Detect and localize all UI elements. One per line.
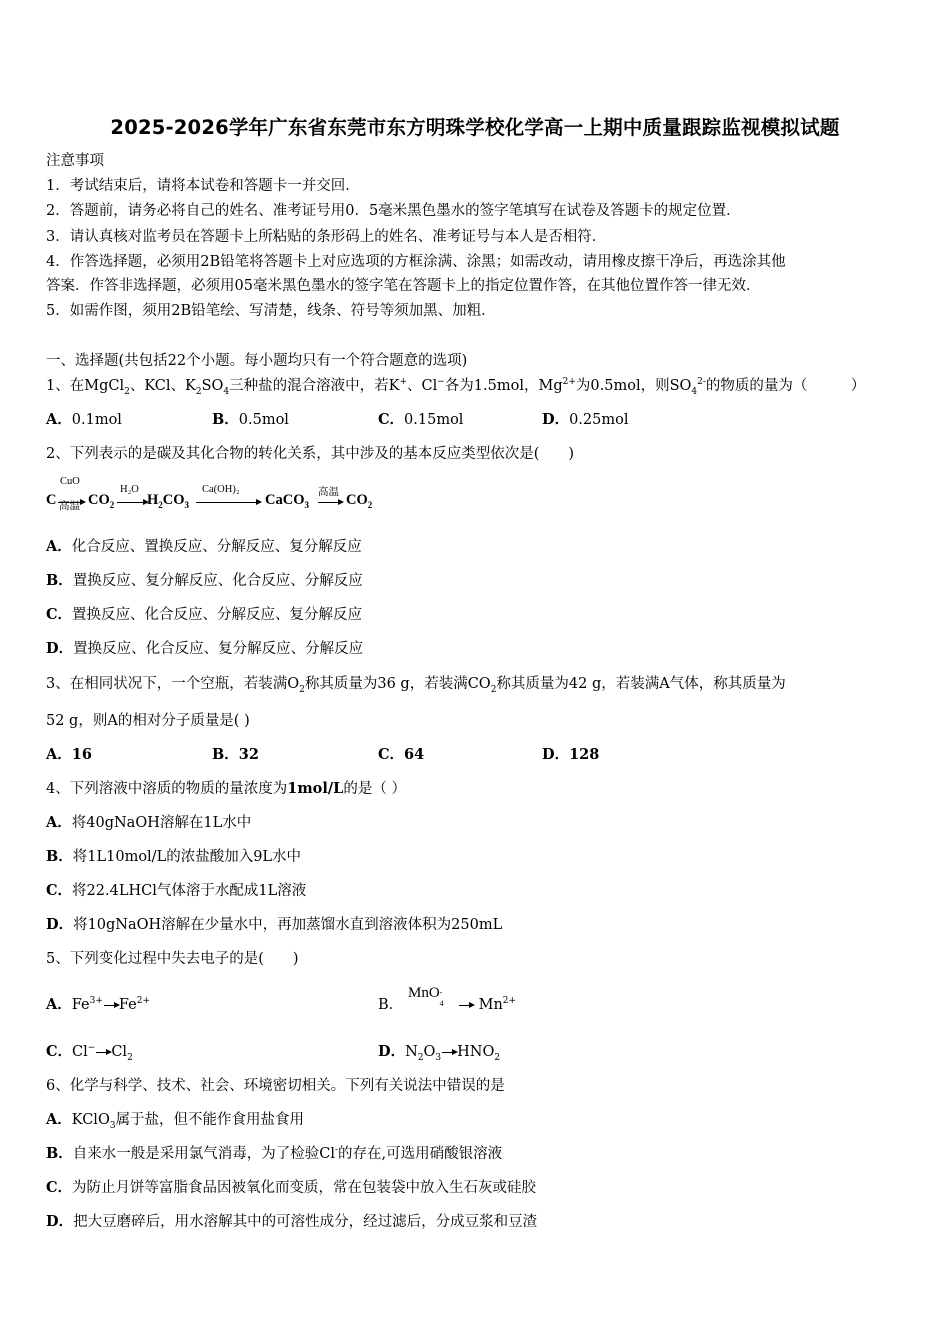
- q3-option-a: A．16: [46, 746, 92, 763]
- q6-option-a: A．KClO$_3$属于盐，但不能作食用盐食用: [46, 1111, 305, 1131]
- q1-option-d: D．0.25mol: [542, 411, 629, 428]
- q5-option-d: D．$N_2O_3$ $HNO_2$: [378, 1043, 501, 1063]
- notice-line-4: 4．作答选择题，必须用2B铅笔将答题卡上对应选项的方框涂满、涂黑；如需改动，请用橡皮擦干净后，再选涂其他: [46, 254, 786, 270]
- arrow-icon: [96, 1052, 110, 1053]
- q5-option-b-mno4: MnO - 4: [408, 985, 444, 1008]
- notice-heading: 注意事项: [46, 153, 104, 169]
- question-3-stem-line1: 3、在相同状况下，一个空瓶，若装满$O_2$称其质量为36 g，若装满$CO_2$称其质量为42 g，若装满A气体，称其质量为: [46, 676, 786, 695]
- arrow-icon: [442, 1052, 456, 1053]
- arrow-icon: [459, 1005, 473, 1006]
- q2-option-c: C．置换反应、化合反应、分解反应、复分解反应: [46, 606, 363, 623]
- q4-option-c: C．将22.4LHCl气体溶于水配成1L溶液: [46, 882, 307, 899]
- q5-option-c: C．Cl− $Cl_2$: [46, 1043, 133, 1063]
- section-heading: 一、选择题(共包括22个小题。每小题均只有一个符合题意的选项): [46, 353, 468, 369]
- q6-option-c: C．为防止月饼等富脂食品因被氧化而变质，常在包装袋中放入生石灰或硅胶: [46, 1179, 537, 1196]
- q1-option-c: C．0.15mol: [378, 411, 464, 428]
- page-title: 2025-2026学年广东省东莞市东方明珠学校化学高一上期中质量跟踪监视模拟试题: [110, 116, 840, 139]
- q1-option-b: B．0.5mol: [212, 411, 289, 428]
- cond1-top: CuO: [60, 476, 80, 487]
- question-1-stem: 1、在MgCl$_2$、KCl、$K_2SO_4$三种盐的混合溶液中，若K+、Cl−各为1.5mol，$Mg^{2+}$为0.5mol，则$SO_4^{2-}$的物质的量为（ ）: [46, 377, 866, 397]
- q4-option-d: D．将10gNaOH溶解在少量水中，再加蒸馏水直到溶液体积为250mL: [46, 916, 503, 933]
- notice-line-3: 3．请认真核对监考员在答题卡上所粘贴的条形码上的姓名、准考证号与本人是否相符．: [46, 229, 607, 245]
- reaction-scheme: [46, 476, 446, 516]
- q3-option-d: D．128: [542, 746, 600, 763]
- q5-option-a: A．$Fe^{3+}$ $Fe^{2+}$: [46, 996, 151, 1013]
- cond2-top: H₂O: [120, 484, 139, 495]
- question-6-stem: 6、化学与科学、技术、社会、环境密切相关。下列有关说法中错误的是: [46, 1078, 505, 1094]
- q3-option-c: C．64: [378, 746, 425, 763]
- question-3-stem-line2: 52 g，则A的相对分子质量是( ): [46, 713, 250, 729]
- q6-option-d: D．把大豆磨碎后，用水溶解其中的可溶性成分，经过滤后，分成豆浆和豆渣: [46, 1213, 538, 1230]
- q2-option-a: A．化合反应、置换反应、分解反应、复分解反应: [46, 538, 362, 555]
- species-c: C: [46, 492, 57, 508]
- cond3-top: Ca(OH)₂: [202, 484, 240, 495]
- notice-line-5: 答案．作答非选择题，必须用05毫米黑色墨水的签字笔在答题卡上的指定位置作答，在其他位置作答一律无效．: [46, 278, 761, 294]
- arrow-3: [196, 502, 260, 503]
- notice-line-2: 2．答题前，请务必将自己的姓名、准考证号用0．5毫米黑色墨水的签字笔填写在试卷及答题卡的规定位置．: [46, 203, 741, 219]
- arrow-icon: [104, 1005, 118, 1006]
- question-2-stem: 2、下列表示的是碳及其化合物的转化关系，其中涉及的基本反应类型依次是( ): [46, 446, 575, 462]
- q5-option-b-label: B．: [378, 997, 404, 1013]
- cond1-bottom: 高温: [59, 501, 80, 512]
- q4-option-a: A．将40gNaOH溶解在1L水中: [46, 814, 252, 831]
- arrow-2: [117, 502, 147, 503]
- species-co2-b: $CO_2$: [346, 492, 373, 510]
- arrow-4: [318, 502, 342, 503]
- question-4-stem: 4、下列溶液中溶质的物质的量浓度为1mol/L的是（ ）: [46, 780, 406, 797]
- q2-option-d: D．置换反应、化合反应、复分解反应、分解反应: [46, 640, 364, 657]
- notice-line-1: 1．考试结束后，请将本试卷和答题卡一并交回．: [46, 178, 360, 194]
- q6-option-b: B．自来水一般是采用氯气消毒，为了检验Cl-的存在,可选用硝酸银溶液: [46, 1145, 503, 1162]
- species-co2-a: $CO_2$: [88, 492, 115, 510]
- notice-line-6: 5．如需作图，须用2B铅笔绘、写清楚，线条、符号等须加黑、加粗．: [46, 303, 496, 319]
- q5-option-b-product: $Mn^{2+}$: [458, 996, 516, 1014]
- question-5-stem: 5、下列变化过程中失去电子的是( ): [46, 951, 299, 967]
- q4-option-b: B．将1L10mol/L的浓盐酸加入9L水中: [46, 848, 302, 865]
- cond4-top: 高温: [318, 487, 339, 498]
- q1-option-a: A．0.1mol: [46, 411, 122, 428]
- species-h2co3: $H_2CO_3$: [147, 492, 190, 510]
- q3-option-b: B．32: [212, 746, 259, 763]
- species-caco3: CaCO$_3$: [265, 492, 309, 510]
- q2-option-b: B．置换反应、复分解反应、化合反应、分解反应: [46, 572, 363, 589]
